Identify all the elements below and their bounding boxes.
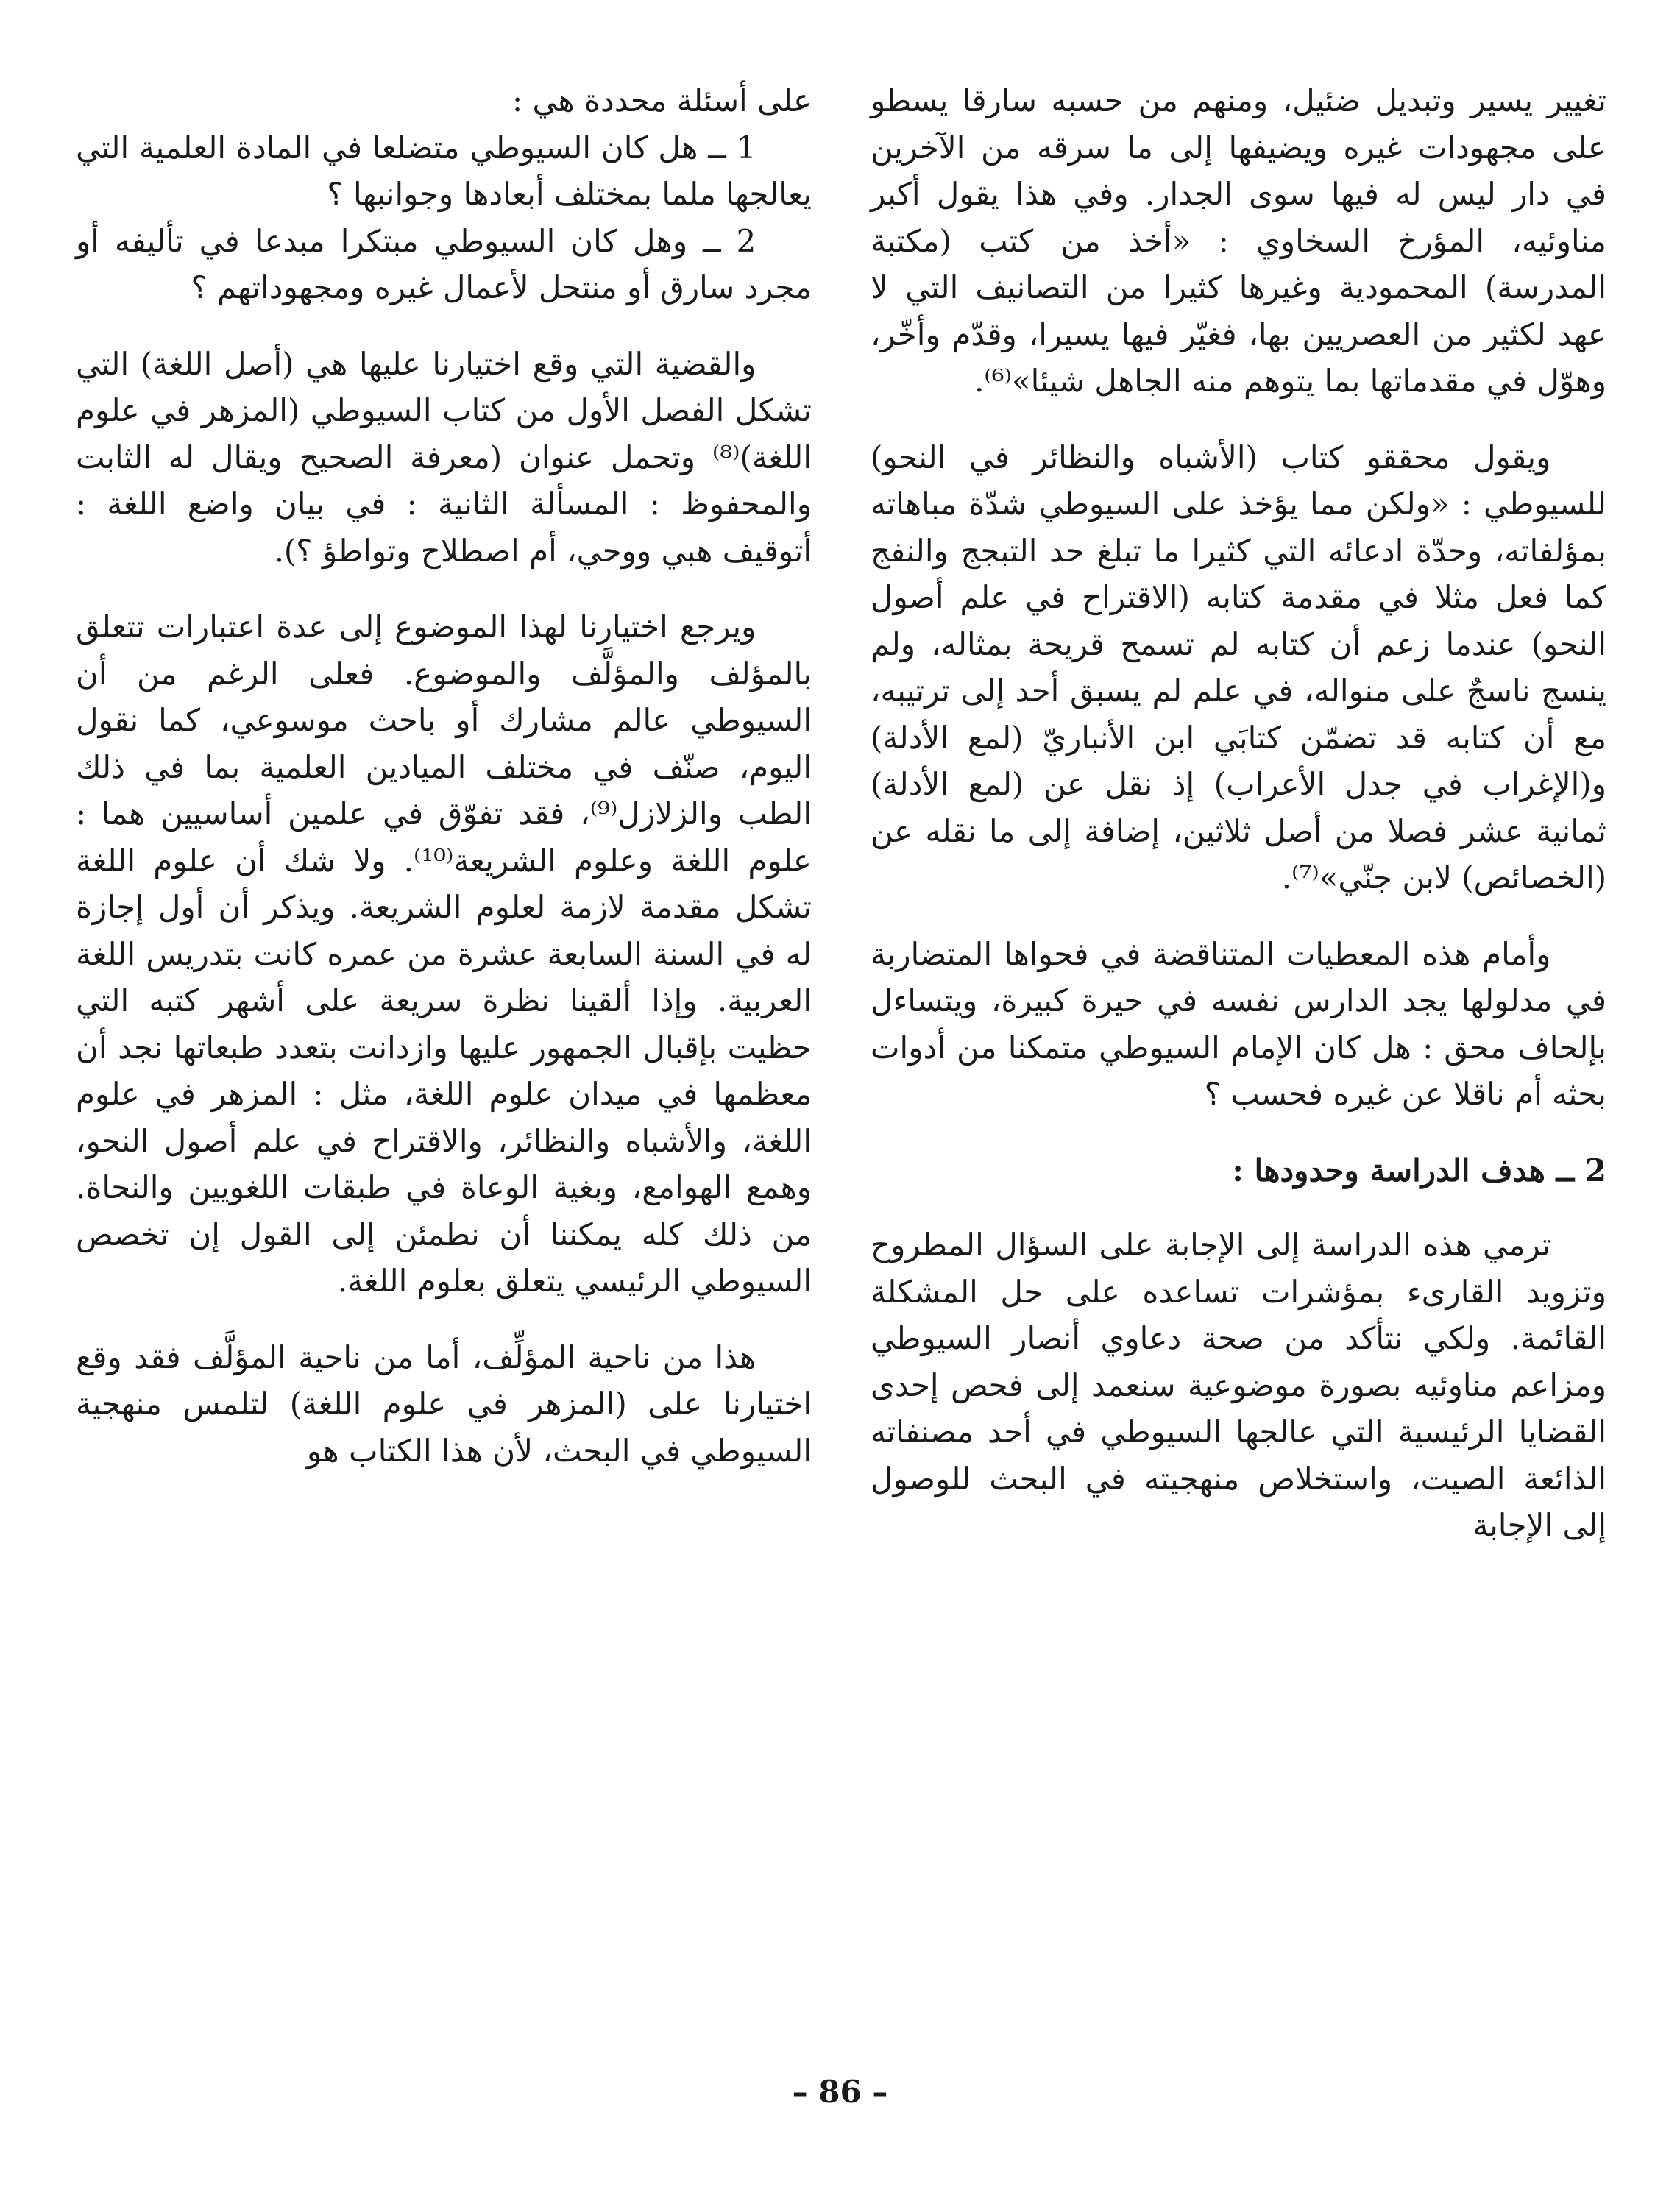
left-paragraph-3: ويرجع اختيارنا لهذا الموضوع إلى عدة اعتبارات تتعلق بالمؤلف والمؤلَّف والموضوع. فعلى الرغم من أن السيوطي عالم مشارك أو باحث موسوعي، كما نقول اليوم، صنّف في مختلف الميادين العلمية بما في ذلك الطب والزلازل⁽⁹⁾، فقد تفوّق في علمين أساسيين هما : علوم اللغة وعلوم الشريعة⁽¹⁰⁾. ولا شك أن علوم اللغة تشكل مقدمة لازمة لعلوم الشريعة. ويذكر أن أول إجازة له في السنة السابعة عشرة من عمره كانت بتدريس اللغة العربية. وإذا ألقينا نظرة سريعة على أشهر كتبه التي حظيت بإقبال الجمهور عليها وازدانت بتعدد طبعاتها نجد أن معظمها في ميدان علوم اللغة، مثل : المزهر في علوم اللغة، والأشباه والنظائر، والاقتراح في علم أصول النحو، وهمع الهوامع، وبغية الوعاة في طبقات اللغويين والنحاة. من ذلك كله يمكننا أن نطمئن إلى القول إن تخصص السيوطي الرئيسي يتعلق بعلوم اللغة. — [76, 609, 812, 1299]
page-number: – 86 – — [792, 2074, 888, 2110]
right-paragraph-1: تغيير يسير وتبديل ضئيل، ومنهم من حسبه سارقا يسطو على مجهودات غيره ويضيفها إلى ما سرقه من الآخرين في دار ليس له فيها سوى الجدار. وفي هذا يقول أكبر مناوئيه، المؤرخ السخاوي : «أخذ من كتب (مكتبة المدرسة) المحمودية وغيرها كثيرا من التصانيف التي لا عهد لكثير من العصريين بها، فغيّر فيها يسيرا، وقدّم وأخّر، وهوّل في مقدماتها بما يتوهم منه الجاهل شيئا»⁽⁶⁾. — [871, 82, 1606, 399]
left-paragraph-intro: على أسئلة محددة هي : — [512, 82, 812, 118]
right-paragraph-4: ترمي هذه الدراسة إلى الإجابة على السؤال المطروح وتزويد القارىء بمؤشرات تساعده على حل المشكلة القائمة. ولكي نتأكد من صحة دعاوي أنصار السيوطي ومزاعم مناوئيه بصورة موضوعية سنعمد إلى فحص إحدى القضايا الرئيسية التي عالجها السيوطي في أحد مصنفاته الذائعة الصيت، واستخلاص منهجيته في البحث للوصول إلى الإجابة — [871, 1227, 1606, 1543]
left-paragraph-2: والقضية التي وقع اختيارنا عليها هي (أصل اللغة) التي تشكل الفصل الأول من كتاب السيوطي (المزهر في علوم اللغة)⁽⁸⁾ وتحمل عنوان (معرفة الصحيح ويقال له الثابت والمحفوظ : المسألة الثانية : في بيان واضع اللغة : أتوقيف هبي ووحي، أم اصطلاح وتواطؤ ؟). — [76, 345, 812, 569]
section-heading: 2 ــ هدف الدراسة وحدودها : — [1232, 1152, 1606, 1188]
question-1: 1 ــ هل كان السيوطي متضلعا في المادة العلمية التي يعالجها ملما بمختلف أبعادها وجوانبها ؟ — [76, 129, 812, 212]
right-column — [871, 77, 1606, 1578]
left-paragraph-4: هذا من ناحية المؤلِّف، أما من ناحية المؤلَّف فقد وقع اختيارنا على (المزهر في علوم اللغة) لتلمس منهجية السيوطي في البحث، لأن هذا الكتاب هو — [76, 1339, 812, 1469]
right-paragraph-2: ويقول محققو كتاب (الأشباه والنظائر في النحو) للسيوطي : «ولكن مما يؤخذ على السيوطي شدّة مباهاته بمؤلفاته، وحدّة ادعائه التي كثيرا ما تبلغ حد التبجج والنفج كما فعل مثلا في مقدمة كتابه (الاقتراح في علم أصول النحو) عندما زعم أن كتابه لم تسمح قريحة بمثاله، ولم ينسج ناسجٌ على منواله، في علم لم يسبق أحد إلى ترتيبه، مع أن كتابه قد تضمّن كتابَي ابن الأنباريّ (لمع الأدلة) و(الإغراب في جدل الأعراب) إذ نقل عن (لمع الأدلة) ثمانية عشر فصلا من أصل ثلاثين، إضافة إلى ما نقله عن (الخصائص) لابن جنّي»⁽⁷⁾. — [871, 439, 1606, 896]
left-column — [76, 77, 812, 1503]
question-2: 2 ــ وهل كان السيوطي مبتكرا مبدعا في تأليفه أو مجرد سارق أو منتحل لأعمال غيره ومجهوداتهم ؟ — [76, 222, 812, 305]
right-paragraph-3: وأمام هذه المعطيات المتناقضة في فحواها المتضاربة في مدلولها يجد الدارس نفسه في حيرة كبيرة، ويتساءل بإلحاف محق : هل كان الإمام السيوطي متمكنا من أدوات بحثه أم ناقلا عن غيره فحسب ؟ — [871, 935, 1606, 1112]
